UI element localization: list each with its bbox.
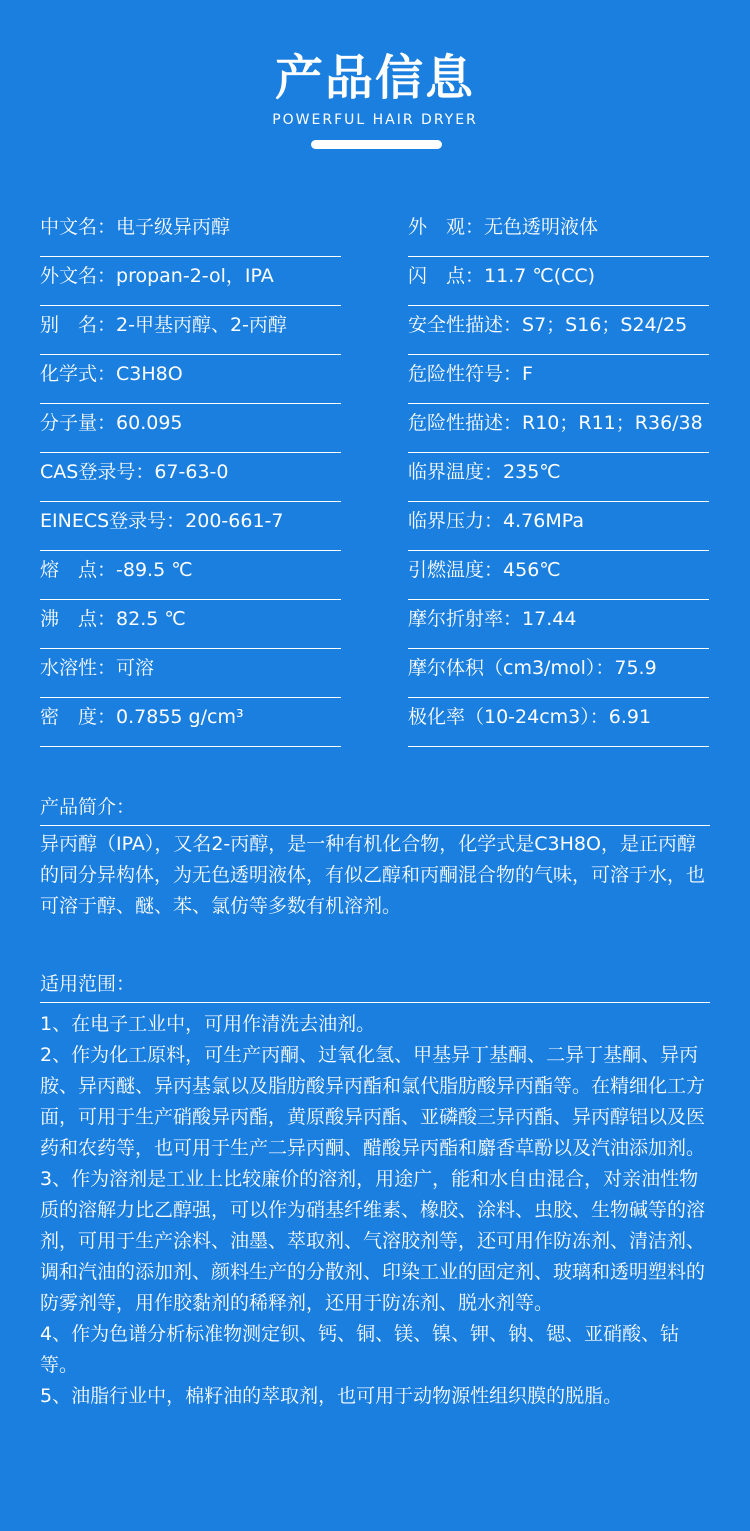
spec-label: 摩尔体积（cm3/mol）：: [408, 657, 615, 679]
spec-label: EINECS登录号：: [40, 510, 186, 532]
spec-value: 11.7 ℃(CC): [484, 265, 596, 287]
spec-row: [40, 306, 341, 355]
spec-label: 引燃温度：: [408, 559, 504, 581]
spec-label: 安全性描述：: [408, 314, 523, 336]
spec-value: 6.91: [608, 706, 652, 728]
spec-label: 水溶性：: [40, 657, 117, 679]
intro-paragraph: [40, 829, 712, 922]
spec-row: [40, 355, 341, 404]
spec-label: 危险性描述：: [408, 412, 523, 434]
spec-value: 无色透明液体: [484, 216, 599, 238]
spec-value: 75.9: [614, 657, 657, 679]
spec-value: 2-甲基丙醇、2-丙醇: [116, 314, 287, 336]
spec-label: 别 名：: [40, 314, 117, 336]
usage-item: 5、油脂行业中，棉籽油的萃取剂，也可用于动物源性组织膜的脱脂。: [40, 1385, 623, 1407]
usage-item: 3、作为溶剂是工业上比较廉价的溶剂，用途广，能和水自由混合，对亲油性物质的溶解力比乙醇强，可以作为硝基纤维素、橡胶、涂料、虫胶、生物碱等的溶剂，可用于生产涂料、油墨、萃取剂、气溶胶剂等，还可用作防冻剂、清洁剂、调和汽油的添加剂、颜料生产的分散剂、印染工业的固定剂、玻璃和透明塑料的防雾剂等，用作胶黏剂的稀释剂，还用于防冻剂、脱水剂等。: [40, 1168, 706, 1314]
spec-value: 60.095: [116, 412, 183, 434]
spec-row: [408, 698, 709, 747]
spec-row: [408, 453, 709, 502]
spec-value: S7；S16；S24/25: [522, 314, 688, 336]
spec-row: [408, 649, 709, 698]
spec-row: [40, 208, 341, 257]
spec-value: C3H8O: [116, 363, 183, 385]
spec-label: 闪 点：: [408, 265, 485, 287]
spec-label: 熔 点：: [40, 559, 117, 581]
spec-value: 235℃: [503, 461, 561, 483]
title-underline: [311, 140, 442, 149]
spec-label: 临界压力：: [408, 510, 504, 532]
spec-value: 82.5 ℃: [116, 608, 186, 630]
spec-label: 危险性符号：: [408, 363, 523, 385]
spec-row: [40, 257, 341, 306]
spec-value: 456℃: [503, 559, 561, 581]
usage-list: [40, 1009, 712, 1412]
spec-row: [40, 551, 341, 600]
spec-label: 极化率（10-24cm3）：: [408, 706, 609, 728]
usage-item: 4、作为色谱分析标准物测定钡、钙、铜、镁、镍、钾、钠、锶、亚硝酸、钴等。: [40, 1323, 680, 1376]
spec-row: [408, 551, 709, 600]
spec-row: [408, 355, 709, 404]
page-title: 产品信息: [274, 50, 475, 106]
page-subtitle: POWERFUL HAIR DRYER: [272, 112, 478, 128]
spec-label: 摩尔折射率：: [408, 608, 523, 630]
spec-row: [408, 502, 709, 551]
spec-label: 分子量：: [40, 412, 117, 434]
spec-row: [408, 257, 709, 306]
spec-row: [40, 649, 341, 698]
spec-label: 临界温度：: [408, 461, 504, 483]
spec-value: propan-2-ol，IPA: [116, 265, 274, 287]
spec-row: [408, 306, 709, 355]
spec-label: 外文名：: [40, 265, 117, 287]
intro-text: 异丙醇（IPA），又名2-丙醇，是一种有机化合物，化学式是C3H8O，是正丙醇的同分异构体，为无色透明液体，有似乙醇和丙酮混合物的气味，可溶于水，也可溶于醇、醚、苯、氯仿等多数有机溶剂。: [40, 833, 706, 917]
spec-value: 4.76MPa: [503, 510, 584, 532]
spec-row: [40, 453, 341, 502]
spec-row: [40, 502, 341, 551]
spec-value: 67-63-0: [154, 461, 229, 483]
spec-label: 密 度：: [40, 706, 117, 728]
spec-value: 可溶: [116, 657, 155, 679]
intro-heading: 产品简介：: [40, 795, 710, 826]
spec-value: 17.44: [522, 608, 577, 630]
spec-label: 外 观：: [408, 216, 485, 238]
spec-row: [40, 600, 341, 649]
spec-label: 化学式：: [40, 363, 117, 385]
spec-label: CAS登录号：: [40, 461, 155, 483]
spec-label: 中文名：: [40, 216, 117, 238]
usage-item: 2、作为化工原料，可生产丙酮、过氧化氢、甲基异丁基酮、二异丁基酮、异丙胺、异丙醚、异丙基氯以及脂肪酸异丙酯和氯代脂肪酸异丙酯等。在精细化工方面，可用于生产硝酸异丙酯，黄原酸异丙酯、亚磷酸三异丙酯、异丙醇铝以及医药和农药等，也可用于生产二异丙酮、醋酸异丙酯和麝香草酚以及汽油添加剂。: [40, 1044, 706, 1159]
spec-row: [408, 600, 709, 649]
spec-row: [408, 208, 709, 257]
usage-item: 1、在电子工业中，可用作清洗去油剂。: [40, 1013, 376, 1035]
spec-row: [40, 698, 341, 747]
spec-value: -89.5 ℃: [116, 559, 193, 581]
specs-left-column: [40, 208, 341, 747]
usage-heading: 适用范围：: [40, 972, 710, 1003]
spec-value: 电子级异丙醇: [116, 216, 231, 238]
spec-value: F: [522, 363, 533, 385]
spec-value: 0.7855 g/cm³: [116, 706, 244, 728]
spec-row: [408, 404, 709, 453]
spec-label: 沸 点：: [40, 608, 117, 630]
spec-value: R10；R11；R36/38: [522, 412, 703, 434]
spec-row: [40, 404, 341, 453]
spec-value: 200-661-7: [185, 510, 284, 532]
specs-right-column: [408, 208, 709, 747]
